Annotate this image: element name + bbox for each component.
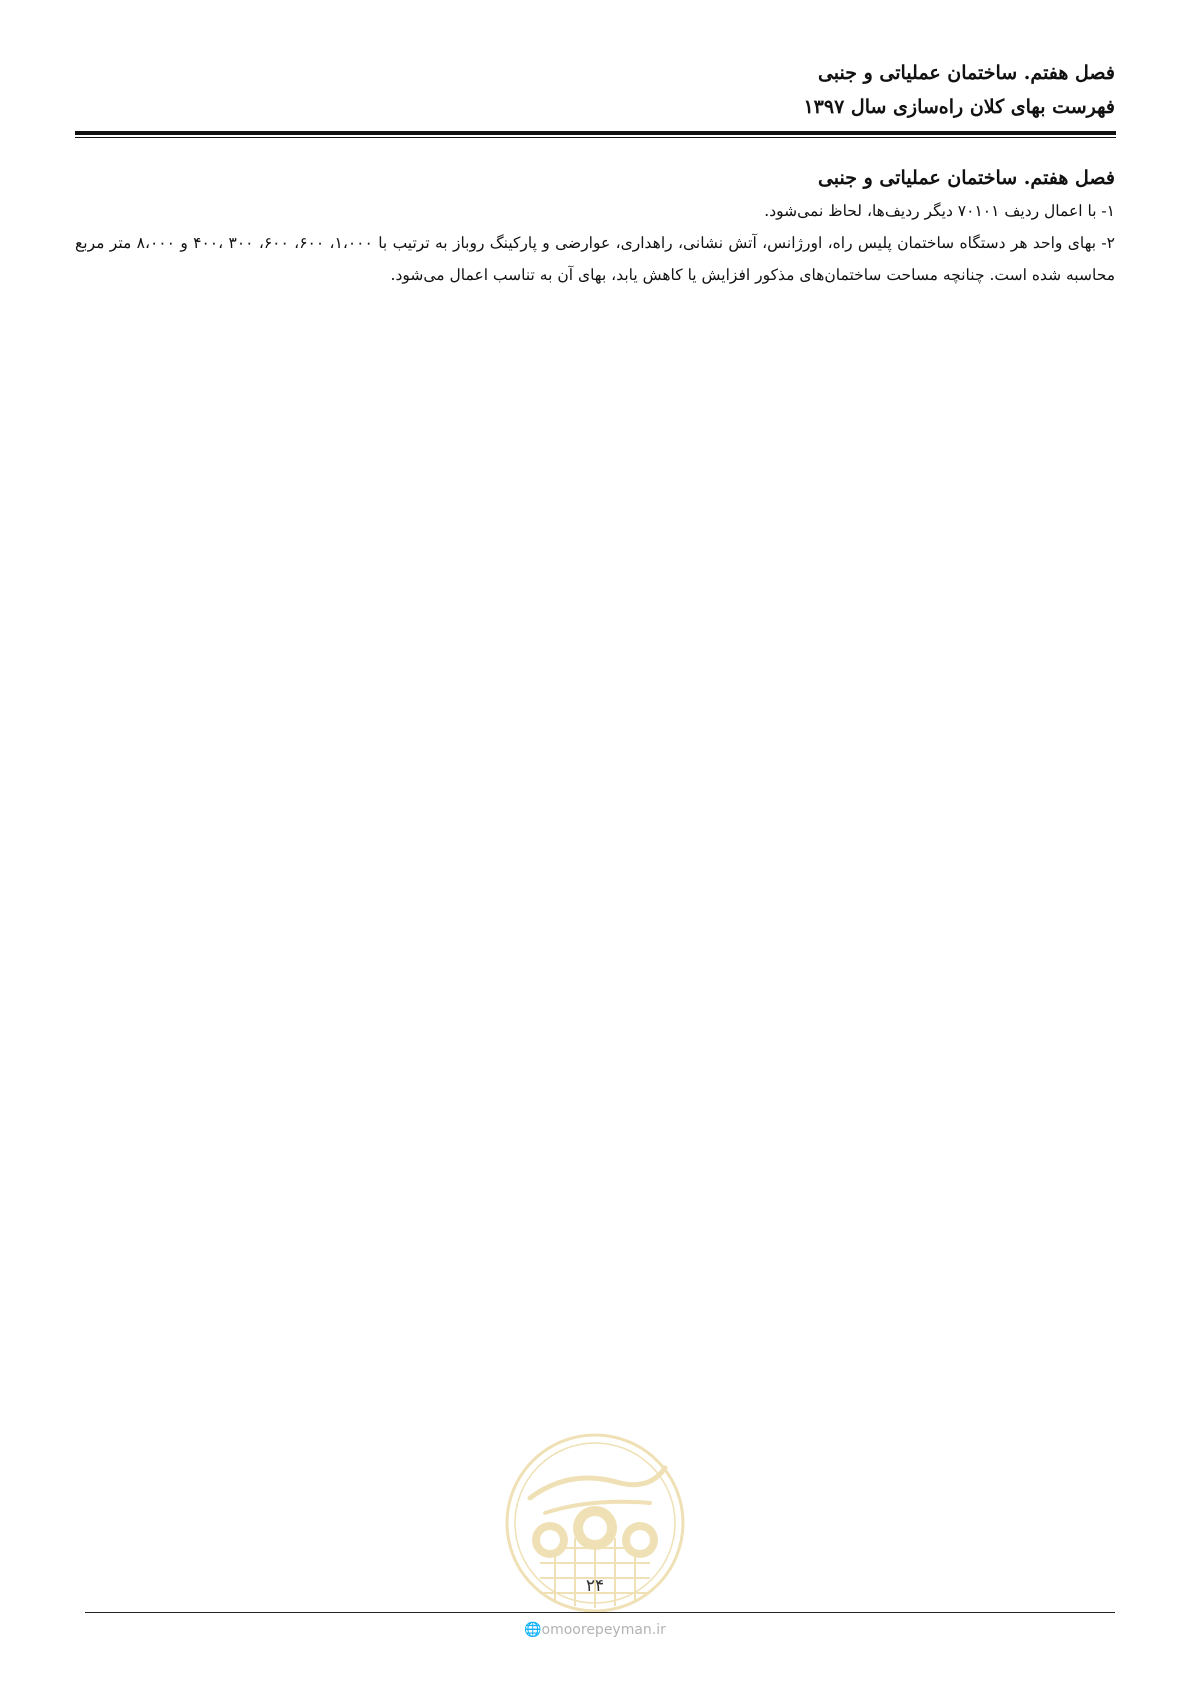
page-number: ۲۴ [585,1576,605,1596]
section-title: فصل هفتم. ساختمان عملیاتی و جنبی [817,167,1115,189]
watermark-url [495,1622,695,1638]
header-chapter-title: فصل هفتم. ساختمان عملیاتی و جنبی [817,62,1115,84]
globe-icon: 🌐 [524,1622,542,1638]
header-document-title: فهرست بهای کلان راه‌سازی سال ۱۳۹۷ [803,96,1115,118]
header-rule-thin [75,137,1116,138]
watermark-url-text: omoorepeyman.ir [541,1622,666,1638]
header-rule-thick [75,131,1116,135]
page-header [75,56,1115,124]
note-item-2: ۲- بهای واحد هر دستگاه ساختمان پلیس راه، اورژانس، آتش نشانی، راهداری، عوارضی و پارکینگ روباز به ترتیب با ۱،۰۰۰، ۶۰۰، ۶۰۰، ۳۰۰ ،۴۰۰ و ۸،۰۰۰ متر مربع محاسبه شده است. چنانچه مساحت ساختمان‌های مذکور افزایش یا کاهش یابد، بهای آن به تناسب اعمال می‌شود. [75,234,1115,284]
note-item-1: ۱- با اعمال ردیف ۷۰۱۰۱ دیگر ردیف‌ها، لحاظ نمی‌شود. [764,202,1115,220]
footer-rule [85,1612,1115,1613]
main-content [75,163,1115,291]
